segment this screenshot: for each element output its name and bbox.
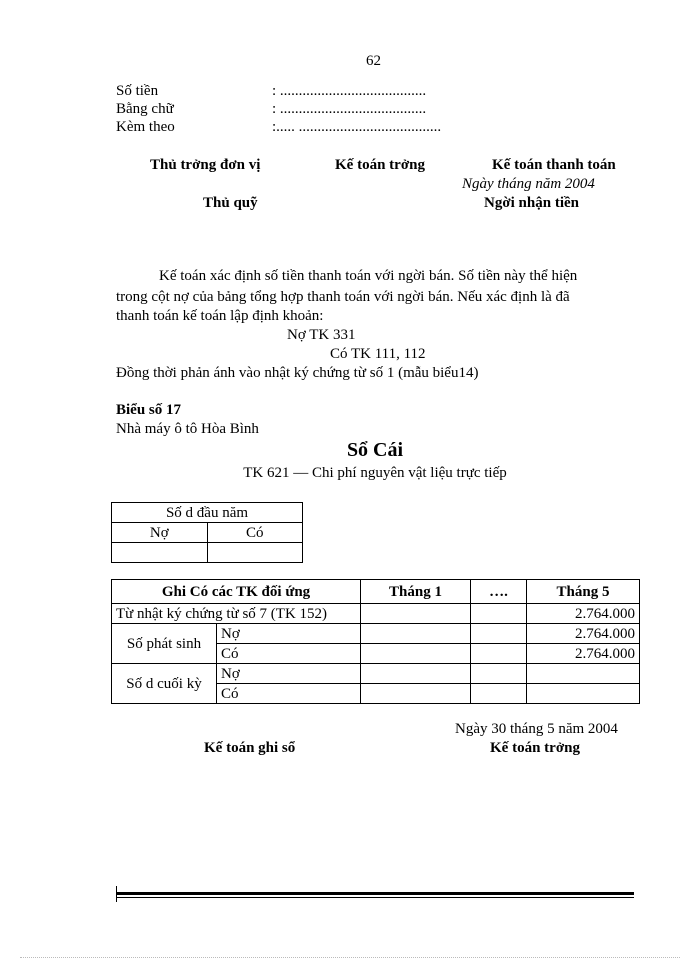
field-amount-label: Số tiền	[116, 83, 159, 99]
table-row: Từ nhật ký chứng từ số 7 (TK 152)	[112, 604, 361, 624]
journal-value: 2.764.000	[527, 604, 640, 624]
sign-receiver: Ngời nhận tiền	[484, 195, 579, 211]
sign-date-line: Ngày tháng năm 2004	[462, 176, 595, 192]
field-attached-value: :..... ......................................	[272, 119, 442, 135]
table-cell	[471, 624, 527, 644]
ledger-col-month1: Tháng 1	[361, 580, 471, 604]
field-words-label: Bằng chữ	[116, 101, 174, 117]
closing-debit-label: Nợ	[217, 664, 361, 684]
table-cell	[361, 624, 471, 644]
entry-debit: Nợ TK 331	[287, 327, 356, 343]
form-number: Biểu số 17	[116, 402, 182, 418]
table-cell	[471, 604, 527, 624]
paragraph-line-4: Đồng thời phản ánh vào nhật ký chứng từ số 1 (mẫu biểu14)	[116, 365, 479, 381]
arising-debit-value: 2.764.000	[527, 624, 640, 644]
bottom-rule-thin	[116, 897, 634, 898]
opening-balance-table	[111, 502, 303, 563]
page-edge-dotted	[20, 957, 680, 958]
arising-credit-value: 2.764.000	[527, 644, 640, 664]
table-cell	[361, 604, 471, 624]
opening-debit-cell	[112, 543, 208, 563]
table-cell	[361, 664, 471, 684]
sign-chief-accountant: Kế toán trởng	[335, 157, 425, 173]
field-words-value: : .......................................	[272, 101, 427, 117]
table-cell	[361, 644, 471, 664]
ledger-col-month5: Tháng 5	[527, 580, 640, 604]
sign-bookkeeper: Kế toán ghi sổ	[204, 740, 296, 756]
company-name: Nhà máy ô tô Hòa Bình	[116, 421, 259, 437]
table-cell	[361, 684, 471, 704]
opening-balance-header: Số d đầu năm	[112, 503, 303, 523]
sign-head-of-unit: Thủ trởng đơn vị	[150, 157, 261, 173]
table-cell	[471, 684, 527, 704]
arising-credit-label: Có	[217, 644, 361, 664]
opening-credit-header: Có	[207, 523, 303, 543]
ledger-col-account: Ghi Có các TK đối ứng	[112, 580, 361, 604]
ledger-date: Ngày 30 tháng 5 năm 2004	[455, 721, 618, 737]
row-closing-label: Số d cuối kỳ	[112, 664, 217, 704]
field-amount-value: : .......................................	[272, 83, 427, 99]
table-cell	[471, 644, 527, 664]
paragraph-line-1: Kế toán xác định số tiền thanh toán với ngời bán. Số tiền này thể hiện	[159, 268, 578, 284]
entry-credit: Có TK 111, 112	[330, 346, 426, 362]
field-attached-label: Kèm theo	[116, 119, 175, 135]
table-cell	[527, 684, 640, 704]
page-number: 62	[366, 53, 381, 69]
table-cell	[471, 664, 527, 684]
opening-debit-header: Nợ	[112, 523, 208, 543]
sign-chief-accountant-bottom: Kế toán trởng	[490, 740, 580, 756]
ledger-col-ellipsis: ….	[471, 580, 527, 604]
ledger-table	[111, 579, 640, 704]
bottom-rule-thick	[116, 892, 634, 895]
sign-cashier: Thủ quỹ	[203, 195, 258, 211]
ledger-subtitle: TK 621 — Chi phí nguyên vật liệu trực tiếp	[243, 465, 507, 481]
paragraph-line-2: trong cột nợ của bảng tổng hợp thanh toán với ngời bán. Nếu xác định là đã	[116, 289, 570, 305]
sign-payment-accountant: Kế toán thanh toán	[492, 157, 616, 173]
table-cell	[527, 664, 640, 684]
opening-credit-cell	[207, 543, 303, 563]
ledger-title: Sổ Cái	[346, 439, 404, 461]
arising-debit-label: Nợ	[217, 624, 361, 644]
paragraph-line-3: thanh toán kế toán lập định khoản:	[116, 308, 324, 324]
closing-credit-label: Có	[217, 684, 361, 704]
row-arising-label: Số phát sinh	[112, 624, 217, 664]
